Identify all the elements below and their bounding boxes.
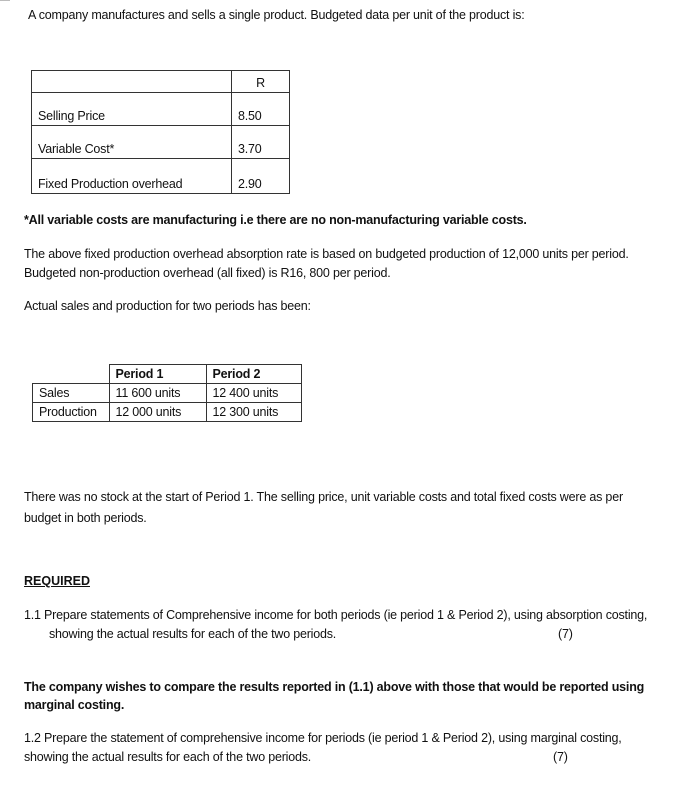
row-label: Production — [33, 403, 110, 422]
table-row — [33, 403, 302, 422]
page-edge-mark — [0, 0, 10, 1]
absorption-text-line2: Budgeted non-production overhead (all fixed) is R16, 800 per period. — [24, 266, 391, 280]
intro-text: A company manufactures and sells a single product. Budgeted data per unit of the product is: — [28, 8, 525, 22]
table-row — [32, 126, 290, 159]
period-table-header-row — [33, 365, 302, 384]
compare-text-line2: marginal costing. — [24, 698, 125, 712]
absorption-text-line1: The above fixed production overhead absorption rate is based on budgeted production of 12,000 units per period. — [24, 247, 629, 261]
question-1-2-marks: (7) — [553, 750, 568, 764]
period-table-blank-cell — [33, 365, 110, 384]
row-value: 3.70 — [232, 126, 290, 159]
row-value: 8.50 — [232, 93, 290, 126]
question-1-1-line1: 1.1 Prepare statements of Comprehensive income for both periods (ie period 1 & Period 2), using absorption costing, — [24, 608, 648, 622]
period-2-value: 12 300 units — [206, 403, 301, 422]
actual-intro-text: Actual sales and production for two periods has been: — [24, 299, 311, 313]
question-1-1-line2: showing the actual results for each of the two periods. — [49, 627, 337, 641]
period-2-header: Period 2 — [206, 365, 301, 384]
table-row — [33, 384, 302, 403]
row-value: 2.90 — [232, 159, 290, 194]
row-label: Fixed Production overhead — [32, 159, 232, 194]
unit-cost-table — [31, 70, 290, 194]
period-1-header: Period 1 — [109, 365, 206, 384]
row-label: Variable Cost* — [32, 126, 232, 159]
period-1-value: 12 000 units — [109, 403, 206, 422]
footnote-text: *All variable costs are manufacturing i.e there are no non-manufacturing variable costs. — [24, 213, 527, 227]
required-heading: REQUIRED — [24, 574, 90, 588]
row-label: Sales — [33, 384, 110, 403]
question-1-2-line2: showing the actual results for each of the two periods. — [24, 750, 312, 764]
question-1-1-marks: (7) — [558, 627, 573, 641]
compare-text-line1: The company wishes to compare the results reported in (1.1) above with those that would be reported using — [24, 680, 645, 694]
question-1-2-line1: 1.2 Prepare the statement of comprehensive income for periods (ie period 1 & Period 2), using marginal costing, — [24, 731, 622, 745]
stock-text-line2: budget in both periods. — [24, 511, 147, 525]
table-row — [32, 93, 290, 126]
unit-table-blank-cell — [32, 71, 232, 93]
unit-table-header-row — [32, 71, 290, 93]
row-label: Selling Price — [32, 93, 232, 126]
stock-text-line1: There was no stock at the start of Period 1. The selling price, unit variable costs and total fixed costs were as per — [24, 490, 623, 504]
period-1-value: 11 600 units — [109, 384, 206, 403]
period-table — [32, 364, 302, 422]
currency-header: R — [232, 71, 290, 93]
period-2-value: 12 400 units — [206, 384, 301, 403]
table-row — [32, 159, 290, 194]
